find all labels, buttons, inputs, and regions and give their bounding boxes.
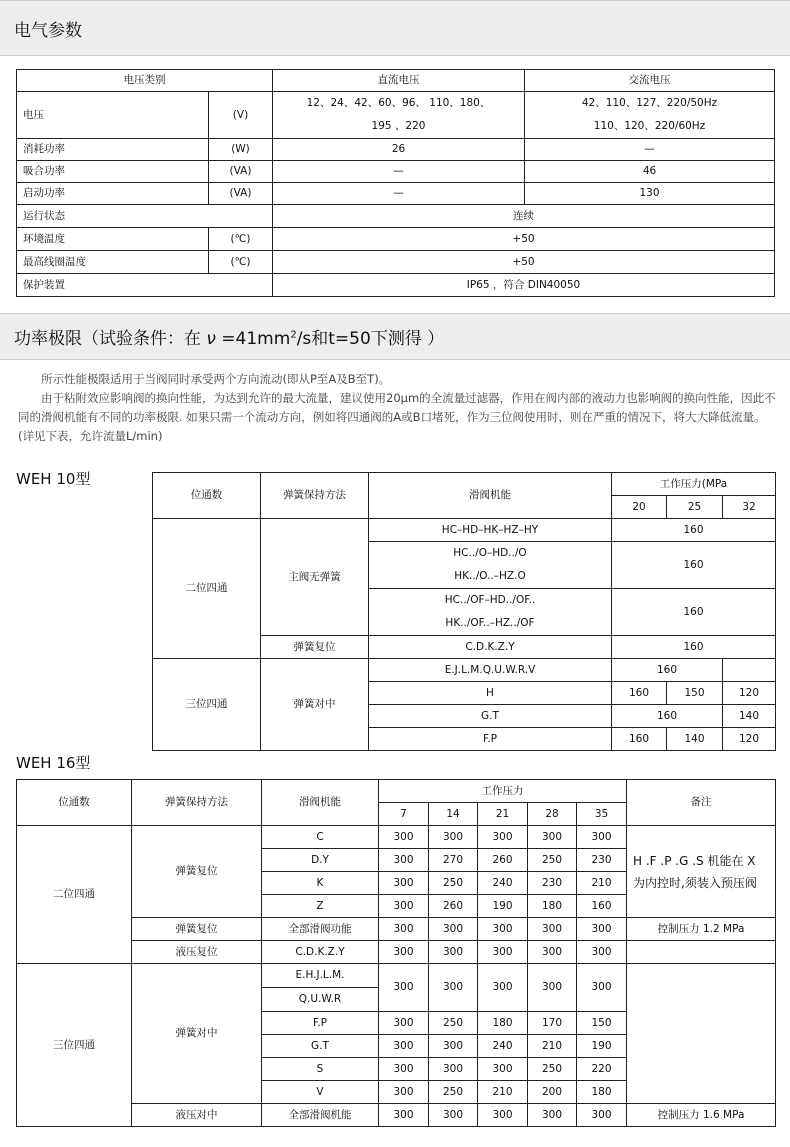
electrical-table xyxy=(16,69,775,297)
value-cell: 300 xyxy=(577,941,627,964)
value-cell: 160 xyxy=(612,589,776,636)
value-cell: 210 xyxy=(478,1081,528,1104)
header-position: 位通数 xyxy=(153,473,261,519)
value-cell: 300 xyxy=(528,826,577,849)
value-cell: 160 xyxy=(612,728,667,751)
value-cell: 300 xyxy=(379,1012,429,1035)
pressure-7: 7 xyxy=(379,803,429,826)
spool-cell: 全部滑阀机能 xyxy=(262,1104,379,1127)
value-cell: 260 xyxy=(478,849,528,872)
value-cell: 300 xyxy=(429,1104,478,1127)
value-cell: 120 xyxy=(723,682,776,705)
value-cell: 250 xyxy=(429,1012,478,1035)
spool-cell: E.J.L.M.Q.U.W.R.V xyxy=(369,659,612,682)
cell-ac: 130 xyxy=(525,183,775,205)
value-cell: 160 xyxy=(612,519,776,542)
weh10-table xyxy=(152,472,776,751)
row-label: 运行状态 xyxy=(17,205,273,228)
value-cell-empty xyxy=(723,659,776,682)
spool-cell: D.Y xyxy=(262,849,379,872)
weh16-table xyxy=(16,779,776,1127)
value-cell: 300 xyxy=(528,941,577,964)
value-cell: 200 xyxy=(528,1081,577,1104)
spool-cell: C.D.K.Z.Y xyxy=(262,941,379,964)
spool-cell: F.P xyxy=(369,728,612,751)
row-label: 启动功率 xyxy=(17,183,209,205)
cell-dc: 26 xyxy=(273,139,525,161)
row-unit: (VA) xyxy=(209,161,273,183)
value-cell: 300 xyxy=(379,941,429,964)
pressure-25: 25 xyxy=(667,496,723,519)
value-cell: 300 xyxy=(379,1104,429,1127)
value-cell: 220 xyxy=(577,1058,627,1081)
value-cell: 300 xyxy=(528,918,577,941)
spool-cell: G.T xyxy=(369,705,612,728)
spool-cell: C.D.K.Z.Y xyxy=(369,636,612,659)
value-cell: 300 xyxy=(429,964,478,1012)
group-two-position: 二位四通 xyxy=(153,519,261,659)
value-cell: 160 xyxy=(612,636,776,659)
note-control-pressure: 控制压力 1.6 MPa xyxy=(627,1104,776,1127)
cell-value: +50 xyxy=(273,251,775,274)
value-cell: 190 xyxy=(577,1035,627,1058)
pressure-21: 21 xyxy=(478,803,528,826)
group-three-position: 三位四通 xyxy=(153,659,261,751)
group-spring-center: 弹簧对中 xyxy=(132,964,262,1104)
spool-cell: V xyxy=(262,1081,379,1104)
value-cell: 300 xyxy=(478,918,528,941)
cell-ac: 46 xyxy=(525,161,775,183)
header-spool: 滑阀机能 xyxy=(369,473,612,519)
note-control-pressure: 控制压力 1.2 MPa xyxy=(627,918,776,941)
pressure-35: 35 xyxy=(577,803,627,826)
value-cell: 270 xyxy=(429,849,478,872)
value-cell: 300 xyxy=(478,941,528,964)
cell-value: 连续 xyxy=(273,205,775,228)
note-empty xyxy=(627,964,776,1104)
model-label: WEH 16型 xyxy=(16,754,91,772)
value-cell: 250 xyxy=(429,872,478,895)
spool-cell: K xyxy=(262,872,379,895)
value-cell: 300 xyxy=(429,1058,478,1081)
value-cell: 160 xyxy=(612,659,723,682)
value-cell: 230 xyxy=(528,872,577,895)
value-cell: 300 xyxy=(379,964,429,1012)
value-cell: 300 xyxy=(429,918,478,941)
header-voltage-type: 电压类别 xyxy=(17,70,273,92)
value-cell: 150 xyxy=(667,682,723,705)
value-cell: 300 xyxy=(429,1035,478,1058)
cell-value: +50 xyxy=(273,228,775,251)
value-cell: 240 xyxy=(478,1035,528,1058)
row-label: 电压 xyxy=(17,92,209,139)
spool-cell: 全部滑阀功能 xyxy=(262,918,379,941)
pressure-28: 28 xyxy=(528,803,577,826)
value-cell: 170 xyxy=(528,1012,577,1035)
value-cell: 300 xyxy=(379,895,429,918)
row-label: 消耗功率 xyxy=(17,139,209,161)
spool-cell: G.T xyxy=(262,1035,379,1058)
value-cell: 190 xyxy=(478,895,528,918)
row-unit: (℃) xyxy=(209,228,273,251)
spool-cell: F.P xyxy=(262,1012,379,1035)
value-cell: 300 xyxy=(528,964,577,1012)
cell-value: IP65 ，符合 DIN40050 xyxy=(273,274,775,297)
row-unit: (VA) xyxy=(209,183,273,205)
group-spring-return: 弹簧复位 xyxy=(261,636,369,659)
section-title: 电气参数 xyxy=(14,20,82,41)
spool-cell: HC../O–HD../O HK../O..–HZ.O xyxy=(369,542,612,589)
row-label: 最高线圈温度 xyxy=(17,251,209,274)
value-cell: 300 xyxy=(577,826,627,849)
value-cell: 300 xyxy=(379,1035,429,1058)
value-cell: 300 xyxy=(528,1104,577,1127)
header-note: 备注 xyxy=(627,780,776,826)
value-cell: 300 xyxy=(478,826,528,849)
note-empty xyxy=(627,941,776,964)
cell-ac: — xyxy=(525,139,775,161)
value-cell: 210 xyxy=(528,1035,577,1058)
value-cell: 160 xyxy=(612,542,776,589)
pressure-14: 14 xyxy=(429,803,478,826)
group-hydraulic-return: 液压复位 xyxy=(132,941,262,964)
group-spring-return: 弹簧复位 xyxy=(132,918,262,941)
pressure-20: 20 xyxy=(612,496,667,519)
spool-cell: E.H.J.L.M. Q.U.W.R xyxy=(262,964,379,1012)
value-cell: 300 xyxy=(478,1058,528,1081)
header-ac: 交流电压 xyxy=(525,70,775,92)
row-label: 吸合功率 xyxy=(17,161,209,183)
row-unit: (W) xyxy=(209,139,273,161)
section-header-electrical xyxy=(0,0,790,56)
group-three-position: 三位四通 xyxy=(17,964,132,1127)
value-cell: 180 xyxy=(577,1081,627,1104)
value-cell: 250 xyxy=(429,1081,478,1104)
value-cell: 160 xyxy=(612,705,723,728)
model-label: WEH 10型 xyxy=(16,470,91,488)
value-cell: 300 xyxy=(379,872,429,895)
value-cell: 240 xyxy=(478,872,528,895)
spool-cell: S xyxy=(262,1058,379,1081)
section-title: 功率极限（试验条件：在 $\nu =41mm^2/s$和t=50下测得 ） xyxy=(14,329,445,349)
spool-cell: Z xyxy=(262,895,379,918)
spool-cell: HC../OF–HD../OF.. HK../OF..–HZ../OF xyxy=(369,589,612,636)
value-cell: 260 xyxy=(429,895,478,918)
header-position: 位通数 xyxy=(17,780,132,826)
header-spring: 弹簧保持方法 xyxy=(132,780,262,826)
value-cell: 300 xyxy=(478,964,528,1012)
cell-dc-voltage: 12、24、42、60、96、 110、180、 195 、220 xyxy=(273,92,525,139)
value-cell: 300 xyxy=(478,1104,528,1127)
value-cell: 120 xyxy=(723,728,776,751)
header-spool: 滑阀机能 xyxy=(262,780,379,826)
value-cell: 140 xyxy=(723,705,776,728)
value-cell: 140 xyxy=(667,728,723,751)
header-dc: 直流电压 xyxy=(273,70,525,92)
value-cell: 160 xyxy=(612,682,667,705)
header-pressure: 工作压力 xyxy=(379,780,627,803)
spool-cell: C xyxy=(262,826,379,849)
section-header-power-limit xyxy=(0,313,790,360)
value-cell: 300 xyxy=(577,918,627,941)
value-cell: 300 xyxy=(379,918,429,941)
group-no-spring: 主阀无弹簧 xyxy=(261,519,369,636)
row-label: 保护装置 xyxy=(17,274,273,297)
value-cell: 300 xyxy=(379,849,429,872)
value-cell: 300 xyxy=(379,1081,429,1104)
value-cell: 180 xyxy=(528,895,577,918)
header-spring: 弹簧保持方法 xyxy=(261,473,369,519)
value-cell: 300 xyxy=(429,941,478,964)
value-cell: 230 xyxy=(577,849,627,872)
value-cell: 300 xyxy=(379,1058,429,1081)
note-pilot: H .F .P .G .S 机能在 X 为内控时,须装入预压阀 xyxy=(627,826,776,918)
description-paragraph: 所示性能极限适用于当阀同时承受两个方向流动(即从P至A及B至T)。 由于粘附效应影响阀的换向性能，为达到允许的最大流量，建议使用20μm的全流量过滤器，作用在阀内部的液动力也影响阀的换向性能，因此不同的滑阀机能有不同的功率极限. 如果只需一个流动方向，例如将四通阀的A或B口堵死，作为三位阀使用时，则在严重的情况下，将大大降低流量。 (详见下表，允许流量L/min) xyxy=(18,372,776,443)
pressure-32: 32 xyxy=(723,496,776,519)
cell-dc: — xyxy=(273,183,525,205)
value-cell: 300 xyxy=(577,1104,627,1127)
value-cell: 300 xyxy=(379,826,429,849)
header-pressure: 工作压力(MPa xyxy=(612,473,776,496)
group-spring-center: 弹簧对中 xyxy=(261,659,369,751)
value-cell: 250 xyxy=(528,1058,577,1081)
row-label: 环境温度 xyxy=(17,228,209,251)
group-hydraulic-center: 液压对中 xyxy=(132,1104,262,1127)
value-cell: 180 xyxy=(478,1012,528,1035)
group-two-position: 二位四通 xyxy=(17,826,132,964)
value-cell: 300 xyxy=(577,964,627,1012)
cell-ac-voltage: 42、110、127、220/50Hz 110、120、220/60Hz xyxy=(525,92,775,139)
cell-dc: — xyxy=(273,161,525,183)
row-unit: (V) xyxy=(209,92,273,139)
value-cell: 250 xyxy=(528,849,577,872)
group-spring-return: 弹簧复位 xyxy=(132,826,262,918)
spool-cell: HC–HD–HK–HZ–HY xyxy=(369,519,612,542)
spool-cell: H xyxy=(369,682,612,705)
value-cell: 210 xyxy=(577,872,627,895)
value-cell: 300 xyxy=(429,826,478,849)
value-cell: 150 xyxy=(577,1012,627,1035)
value-cell: 160 xyxy=(577,895,627,918)
row-unit: (℃) xyxy=(209,251,273,274)
